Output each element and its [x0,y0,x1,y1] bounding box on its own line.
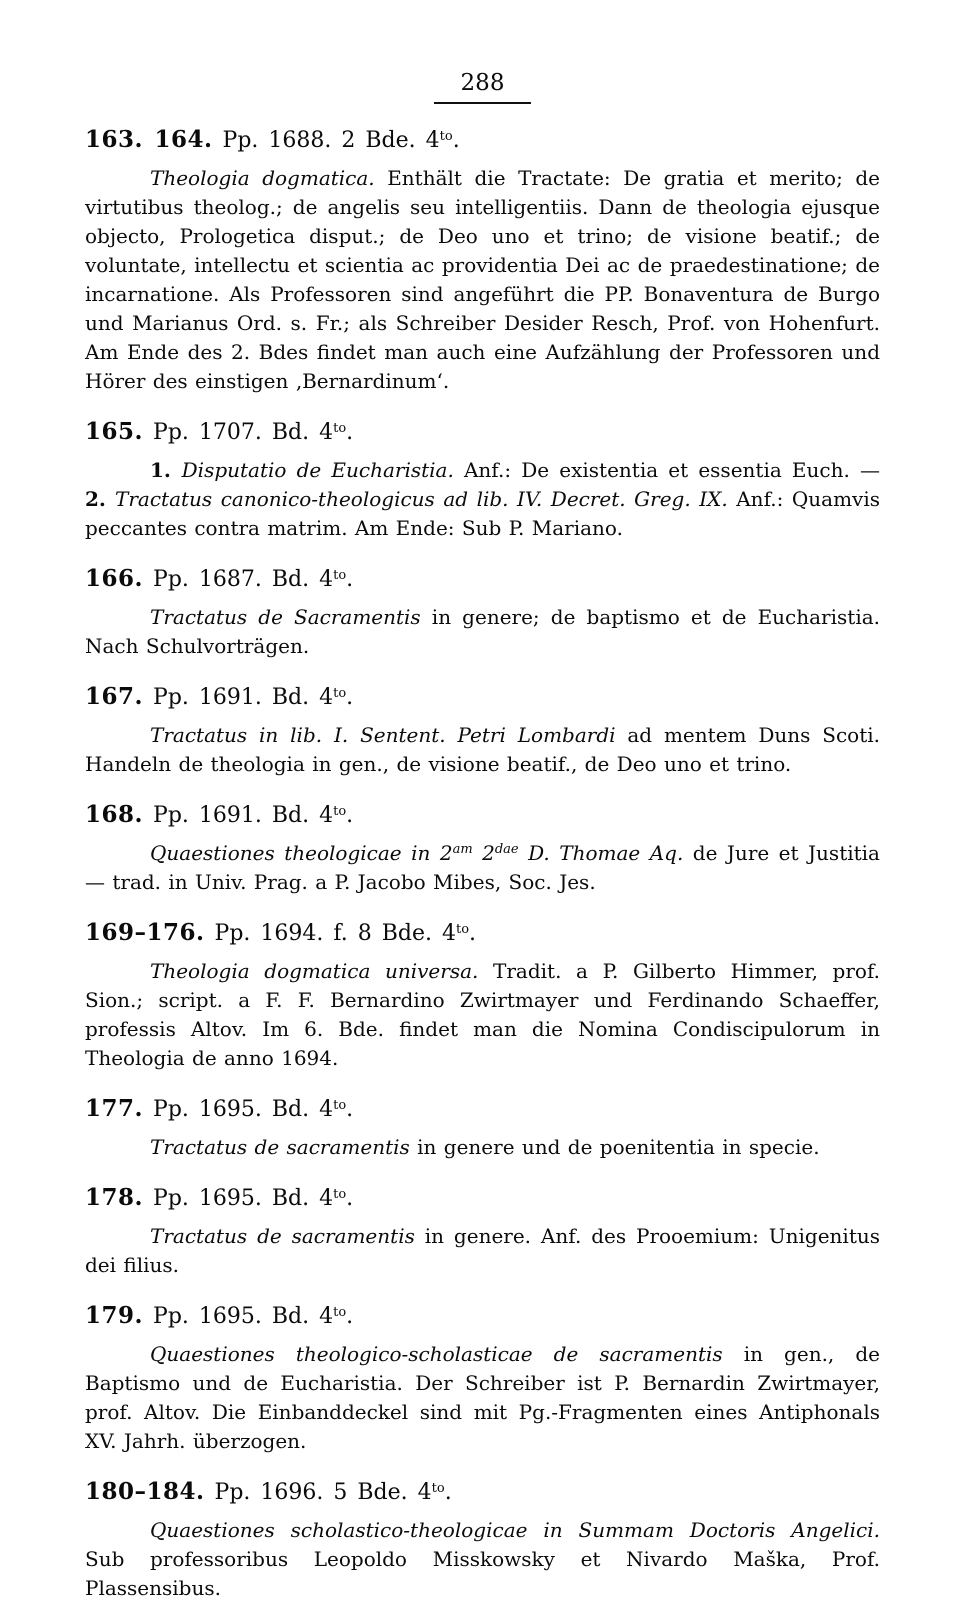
entry-heading [85,1183,880,1214]
text-segment: 166. [85,565,144,592]
text-segment: Disputatio de Eucharistia. [181,458,454,482]
text-segment: Pp. 1688. 2 Bde. 4 [212,128,440,153]
text-segment: . [346,1186,354,1211]
text-segment: D. Thomae Aq. [518,841,684,865]
entry-paragraph [85,1133,880,1162]
text-segment: Tractatus in lib. I. Sentent. Petri Lombardi [150,723,616,747]
text-segment: . [346,803,354,828]
text-segment: ad mentem Duns Scoti. Handeln de theologia in gen., de visione beatif., de Deo uno et trino. [85,723,880,776]
catalog-entry [85,417,880,543]
text-segment: Quaestiones theologico-scholasticae de sacramentis [150,1342,723,1366]
text-segment: Tractatus de Sacramentis [150,605,421,629]
text-segment: 180–184. [85,1478,205,1505]
entry-heading [85,682,880,713]
text-segment: 165. [85,418,144,445]
entry-paragraph [85,839,880,897]
text-segment: Quaestiones scholastico-theologicae in Summam Doctoris Angelici. [150,1518,880,1542]
text-segment: Pp. 1695. Bd. 4 [143,1186,334,1211]
entry-heading [85,800,880,831]
text-segment: Anf.: De existentia et essentia Euch. — [453,458,880,482]
catalog-entry [85,1094,880,1162]
text-segment: to [333,803,347,819]
text-segment: to [333,1186,347,1202]
text-segment: in gen., de Baptismo und de Eucharistia. Der Schreiber ist P. Bernardin Zwirtmayer, prof. Altov. Die Einbanddeckel sind mit Pg.-Fragmenten eines Antiphonals XV. Jahrh. überzogen. [85,1342,880,1453]
text-segment: . [346,1304,354,1329]
text-segment: Tractatus canonico-theologicus ad lib. IV. Decret. Greg. IX. [115,487,728,511]
entry-heading [85,417,880,448]
entry-paragraph [85,164,880,396]
catalog-entry [85,1183,880,1280]
text-segment: Pp. 1687. Bd. 4 [143,567,334,592]
text-segment: 167. [85,683,144,710]
text-segment: Tractatus de sacramentis [150,1135,410,1159]
entry-heading [85,1094,880,1125]
text-segment: Quaestiones theologicae in 2 [150,841,453,865]
text-segment: in genere. Anf. des Prooemium: Unigenitus dei filius. [85,1224,880,1277]
text-segment: . [346,567,354,592]
text-segment: 177. [85,1095,144,1122]
text-segment: Pp. 1691. Bd. 4 [143,803,334,828]
entry-paragraph [85,957,880,1073]
catalog-entry [85,682,880,779]
text-segment: Pp. 1696. 5 Bde. 4 [204,1480,432,1505]
text-segment: 163. 164. [85,126,213,153]
entry-paragraph [85,603,880,661]
text-segment: Pp. 1695. Bd. 4 [143,1304,334,1329]
text-segment: dae [494,841,519,857]
text-segment: 1. [150,458,182,482]
text-segment: to [439,128,453,144]
text-segment: 179. [85,1302,144,1329]
catalog-entry [85,918,880,1073]
text-segment: . [452,128,460,153]
text-segment: in genere und de poenitentia in specie. [409,1135,820,1159]
text-segment: to [333,567,347,583]
text-segment: Theologia dogmatica universa. [150,959,479,983]
page-header [85,70,880,104]
text-segment: 168. [85,801,144,828]
entry-heading [85,918,880,949]
entry-paragraph [85,1340,880,1456]
text-segment: to [333,1304,347,1320]
entry-paragraph [85,1222,880,1280]
entry-paragraph [85,721,880,779]
text-segment: Tractatus de sacramentis [150,1224,415,1248]
text-segment: Tradit. a P. Gilberto Himmer, prof. Sion.; script. a F. F. Bernardino Zwirtmayer und Ferdinando Schaeffer, professis Altov. Im 6. Bde. findet man die Nomina Condiscipulorum in Theologia de anno 1694. [85,959,880,1070]
text-segment: 178. [85,1184,144,1211]
page-number: 288 [434,70,532,104]
text-segment: Theologia dogmatica. [150,166,375,190]
text-segment: Pp. 1691. Bd. 4 [143,685,334,710]
text-segment: to [455,921,470,937]
text-segment: am [452,841,473,857]
text-segment: . [346,1097,354,1122]
text-segment: to [333,685,347,701]
text-segment: 2 [472,841,495,865]
text-segment: Pp. 1707. Bd. 4 [143,420,334,445]
text-segment: . [469,921,477,946]
entry-heading [85,564,880,595]
entry-paragraph [85,1516,880,1603]
catalog-entry [85,1477,880,1603]
text-segment: to [431,1480,445,1496]
catalog-entry [85,800,880,897]
catalog-entry [85,125,880,396]
text-segment: 2. [85,487,116,511]
entry-heading [85,125,880,156]
text-segment: Anf.: Quamvis peccantes contra matrim. Am Ende: Sub P. Mariano. [85,487,880,540]
entry-paragraph [85,456,880,543]
catalog-entry [85,1301,880,1456]
text-segment: to [333,1097,347,1113]
text-segment: Enthält die Tractate: De gratia et merito; de virtutibus theolog.; de angelis seu intelligentiis. Dann de theologia ejusque objecto, Prologetica disput.; de Deo uno et trino; de visione beatif.; de voluntate, intellectu et scientia ac providentia Dei ac de praedestinatione; de incarnatione. Als Professoren sind angeführt die PP. Bonaventura de Burgo und Marianus Ord. s. Fr.; als Schreiber Desider Resch, Prof. von Hohenfurt. Am Ende des 2. Bdes findet man auch eine Aufzählung der Professoren und Hörer des einstigen ‚Bernardinum‘. [85,166,880,393]
entry-list [85,125,880,1603]
entry-heading [85,1301,880,1332]
text-segment: . [444,1480,452,1505]
text-segment: in genere; de baptismo et de Eucharistia. Nach Schulvorträgen. [85,605,880,658]
entry-heading [85,1477,880,1508]
text-segment: . [346,685,354,710]
text-segment: Pp. 1695. Bd. 4 [143,1097,334,1122]
text-segment: . [346,420,354,445]
text-segment: Pp. 1694. f. 8 Bde. 4 [204,921,456,946]
text-segment: 169–176. [85,919,205,946]
text-segment: de Jure et Justitia — trad. in Univ. Prag. a P. Jacobo Mibes, Soc. Jes. [85,841,880,894]
text-segment: to [333,420,347,436]
text-segment: Sub professoribus Leopoldo Misskowsky et Nivardo Maška, Prof. Plassensibus. [85,1547,880,1600]
catalog-entry [85,564,880,661]
